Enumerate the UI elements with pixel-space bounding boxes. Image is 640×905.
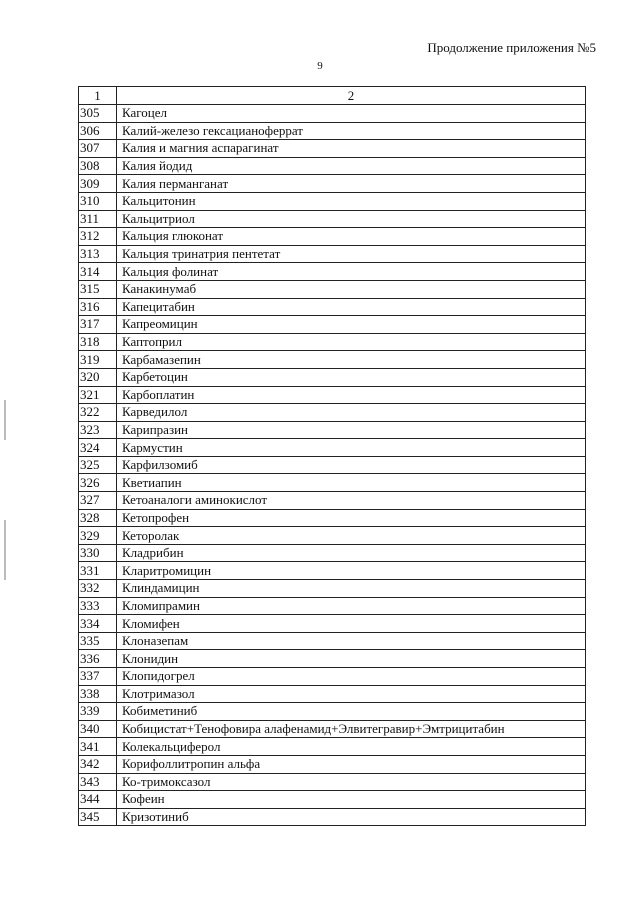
table-row — [79, 421, 586, 439]
drug-name: Кагоцел — [117, 105, 586, 123]
drug-name: Калия и магния аспарагинат — [117, 140, 586, 158]
drug-name: Карипразин — [117, 421, 586, 439]
table-row — [79, 351, 586, 369]
row-number: 315 — [79, 280, 117, 298]
drug-name: Кофеин — [117, 791, 586, 809]
drug-name: Кобицистат+Тенофовира алафенамид+Элвитегравир+Эмтрицитабин — [117, 720, 586, 738]
table-row — [79, 562, 586, 580]
drug-name: Кетопрофен — [117, 509, 586, 527]
table-row — [79, 105, 586, 123]
drug-name: Кальция глюконат — [117, 228, 586, 246]
drug-name: Карбетоцин — [117, 368, 586, 386]
drug-name: Клопидогрел — [117, 668, 586, 686]
drug-name: Кларитромицин — [117, 562, 586, 580]
drug-name: Карбамазепин — [117, 351, 586, 369]
table-row — [79, 456, 586, 474]
table-row — [79, 280, 586, 298]
table-row — [79, 791, 586, 809]
scan-artifact — [4, 400, 6, 440]
row-number: 316 — [79, 298, 117, 316]
table-row — [79, 597, 586, 615]
table-row — [79, 580, 586, 598]
drug-name: Капецитабин — [117, 298, 586, 316]
drug-name: Клонидин — [117, 650, 586, 668]
row-number: 329 — [79, 527, 117, 545]
table-row — [79, 439, 586, 457]
drug-name: Кальция фолинат — [117, 263, 586, 281]
table-row — [79, 157, 586, 175]
table-row — [79, 298, 586, 316]
table-row — [79, 316, 586, 334]
row-number: 320 — [79, 368, 117, 386]
drug-name: Карфилзомиб — [117, 456, 586, 474]
row-number: 313 — [79, 245, 117, 263]
row-number: 334 — [79, 615, 117, 633]
drug-name: Каптоприл — [117, 333, 586, 351]
table-header-row — [79, 87, 586, 105]
continuation-header: Продолжение приложения №5 — [427, 40, 596, 55]
drug-name: Кладрибин — [117, 544, 586, 562]
row-number: 333 — [79, 597, 117, 615]
table-row — [79, 720, 586, 738]
row-number: 344 — [79, 791, 117, 809]
row-number: 326 — [79, 474, 117, 492]
row-number: 339 — [79, 703, 117, 721]
row-number: 311 — [79, 210, 117, 228]
drug-name: Кобиметиниб — [117, 703, 586, 721]
row-number: 341 — [79, 738, 117, 756]
row-number: 307 — [79, 140, 117, 158]
table-row — [79, 544, 586, 562]
row-number: 331 — [79, 562, 117, 580]
row-number: 340 — [79, 720, 117, 738]
table-row — [79, 333, 586, 351]
drug-list-table — [78, 86, 586, 826]
table-row — [79, 122, 586, 140]
table-row — [79, 685, 586, 703]
table-row — [79, 668, 586, 686]
row-number: 323 — [79, 421, 117, 439]
row-number: 305 — [79, 105, 117, 123]
table-row — [79, 527, 586, 545]
drug-name: Клотримазол — [117, 685, 586, 703]
row-number: 318 — [79, 333, 117, 351]
drug-name: Кризотиниб — [117, 808, 586, 826]
row-number: 336 — [79, 650, 117, 668]
row-number: 314 — [79, 263, 117, 281]
row-number: 327 — [79, 492, 117, 510]
drug-name: Кальция тринатрия пентетат — [117, 245, 586, 263]
row-number: 338 — [79, 685, 117, 703]
row-number: 335 — [79, 632, 117, 650]
row-number: 309 — [79, 175, 117, 193]
drug-name: Кломипрамин — [117, 597, 586, 615]
table-row — [79, 773, 586, 791]
row-number: 332 — [79, 580, 117, 598]
row-number: 322 — [79, 404, 117, 422]
drug-name: Ко-тримоксазол — [117, 773, 586, 791]
table-row — [79, 210, 586, 228]
drug-name: Кеторолак — [117, 527, 586, 545]
drug-name: Карведилол — [117, 404, 586, 422]
row-number: 310 — [79, 192, 117, 210]
drug-name: Калия перманганат — [117, 175, 586, 193]
table-row — [79, 703, 586, 721]
row-number: 337 — [79, 668, 117, 686]
table-row — [79, 245, 586, 263]
table-row — [79, 140, 586, 158]
drug-name: Кальцитонин — [117, 192, 586, 210]
row-number: 330 — [79, 544, 117, 562]
column-header-number: 1 — [79, 87, 117, 105]
table-row — [79, 404, 586, 422]
row-number: 324 — [79, 439, 117, 457]
table-row — [79, 263, 586, 281]
row-number: 317 — [79, 316, 117, 334]
table-row — [79, 509, 586, 527]
table-row — [79, 738, 586, 756]
row-number: 345 — [79, 808, 117, 826]
table-row — [79, 228, 586, 246]
row-number: 308 — [79, 157, 117, 175]
drug-name: Клоназепам — [117, 632, 586, 650]
drug-name: Кармустин — [117, 439, 586, 457]
table-row — [79, 192, 586, 210]
drug-name: Кветиапин — [117, 474, 586, 492]
table-row — [79, 650, 586, 668]
drug-name: Карбоплатин — [117, 386, 586, 404]
table-row — [79, 632, 586, 650]
row-number: 343 — [79, 773, 117, 791]
table-row — [79, 492, 586, 510]
row-number: 342 — [79, 755, 117, 773]
row-number: 312 — [79, 228, 117, 246]
table-row — [79, 808, 586, 826]
scan-artifact — [4, 520, 6, 580]
table-row — [79, 474, 586, 492]
drug-name: Канакинумаб — [117, 280, 586, 298]
row-number: 319 — [79, 351, 117, 369]
drug-name: Колекальциферол — [117, 738, 586, 756]
table-row — [79, 615, 586, 633]
row-number: 321 — [79, 386, 117, 404]
table-row — [79, 386, 586, 404]
drug-name: Корифоллитропин альфа — [117, 755, 586, 773]
drug-name: Кальцитриол — [117, 210, 586, 228]
drug-name: Калия йодид — [117, 157, 586, 175]
drug-name: Клиндамицин — [117, 580, 586, 598]
drug-name: Капреомицин — [117, 316, 586, 334]
row-number: 325 — [79, 456, 117, 474]
table-row — [79, 755, 586, 773]
page-number: 9 — [317, 60, 323, 72]
drug-name: Кетоаналоги аминокислот — [117, 492, 586, 510]
drug-name: Кломифен — [117, 615, 586, 633]
column-header-name: 2 — [117, 87, 586, 105]
table-row — [79, 175, 586, 193]
table-row — [79, 368, 586, 386]
drug-name: Калий-железо гексацианоферрат — [117, 122, 586, 140]
row-number: 306 — [79, 122, 117, 140]
row-number: 328 — [79, 509, 117, 527]
